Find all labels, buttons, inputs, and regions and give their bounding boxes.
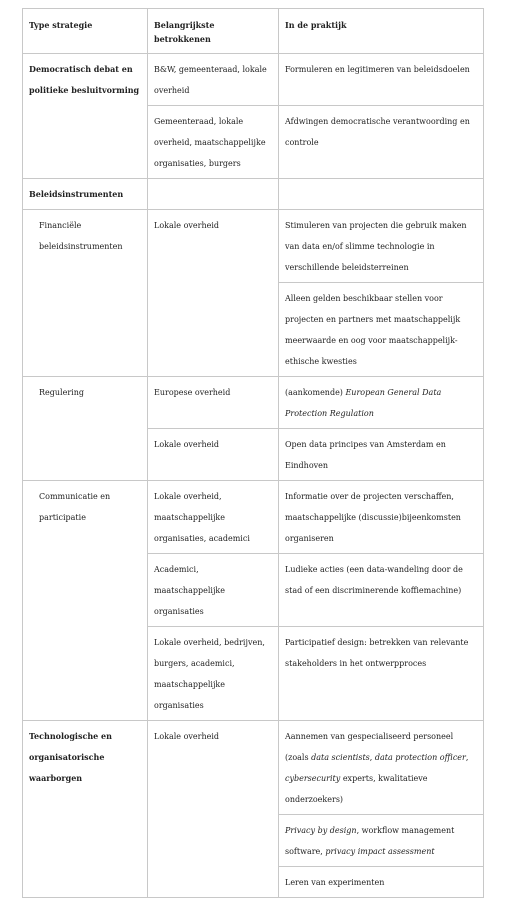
practice-text: experts, kwalitatieve onderzoekers) xyxy=(285,774,428,804)
strategy-table xyxy=(22,8,484,898)
cell-practice: Participatief design: betrekken van relevante stakeholders in het ontwerpproces xyxy=(279,627,484,721)
cell-practice xyxy=(279,721,484,815)
header-betrokkenen: Belangrijkste betrokkenen xyxy=(148,9,279,54)
row-type-financiele: Financiële beleidsinstrumenten xyxy=(23,210,148,377)
row-type-technologische: Technologische en organisatorische waarborgen xyxy=(23,721,148,898)
row-type-communicatie: Communicatie en participatie xyxy=(23,481,148,721)
cell-practice: Alleen gelden beschikbaar stellen voor projecten en partners met maatschappelijk meerwaarde en oog voor maatschappelijk-ethische kwesties xyxy=(279,283,484,377)
practice-emphasis: cybersecurity xyxy=(285,774,341,783)
cell-actors: Gemeenteraad, lokale overheid, maatschappelijke organisaties, burgers xyxy=(148,106,279,179)
practice-emphasis: European General Data Protection Regulation xyxy=(285,388,442,418)
cell-actors: Lokale overheid, bedrijven, burgers, academici, maatschappelijke organisaties xyxy=(148,627,279,721)
cell-actors: Lokale overheid, maatschappelijke organisaties, academici xyxy=(148,481,279,554)
cell-practice xyxy=(279,815,484,867)
cell-actors: B&W, gemeenteraad, lokale overheid xyxy=(148,54,279,106)
table-row xyxy=(23,377,484,429)
cell-practice xyxy=(279,179,484,210)
table-row xyxy=(23,54,484,106)
cell-actors: Europese overheid xyxy=(148,377,279,429)
practice-emphasis: Privacy by design xyxy=(285,826,357,835)
header-row xyxy=(23,9,484,54)
cell-practice: Leren van experimenten xyxy=(279,867,484,898)
practice-text: , xyxy=(369,753,375,762)
practice-emphasis: privacy impact assessment xyxy=(325,847,435,856)
strategy-table-container xyxy=(22,8,484,898)
cell-practice: Open data principes van Amsterdam en Eindhoven xyxy=(279,429,484,481)
cell-actors: Lokale overheid xyxy=(148,429,279,481)
cell-actors: Lokale overheid xyxy=(148,210,279,377)
table-row xyxy=(23,721,484,815)
practice-emphasis: data protection officer xyxy=(374,753,466,762)
cell-practice: Informatie over de projecten verschaffen, maatschappelijke (discussie)bijeenkomsten organiseren xyxy=(279,481,484,554)
cell-actors: Academici, maatschappelijke organisaties xyxy=(148,554,279,627)
row-type-democratisch: Democratisch debat en politieke besluitvorming xyxy=(23,54,148,179)
header-in-de-praktijk: In de praktijk xyxy=(279,9,484,54)
header-type-strategie: Type strategie xyxy=(23,9,148,54)
table-row xyxy=(23,210,484,283)
cell-practice: Formuleren en legitimeren van beleidsdoelen xyxy=(279,54,484,106)
row-type-regulering: Regulering xyxy=(23,377,148,481)
practice-text: Aannemen van gespecialiseerd personeel (zoals xyxy=(285,732,454,762)
cell-practice xyxy=(279,377,484,429)
cell-practice: Stimuleren van projecten die gebruik maken van data en/of slimme technologie in verschillende beleidsterreinen xyxy=(279,210,484,283)
cell-practice: Afdwingen democratische verantwoording en controle xyxy=(279,106,484,179)
practice-text: , workflow management software, xyxy=(285,826,455,856)
cell-actors: Lokale overheid xyxy=(148,721,279,898)
cell-actors xyxy=(148,179,279,210)
cell-practice: Ludieke acties (een data-wandeling door de stad of een discriminerende koffiemachine) xyxy=(279,554,484,627)
table-row xyxy=(23,481,484,554)
row-type-beleidsinstrumenten: Beleidsinstrumenten xyxy=(23,179,148,210)
practice-text: , xyxy=(465,753,469,762)
practice-text: (aankomende) xyxy=(285,388,346,397)
practice-emphasis: data scientists xyxy=(311,753,370,762)
table-row xyxy=(23,179,484,210)
